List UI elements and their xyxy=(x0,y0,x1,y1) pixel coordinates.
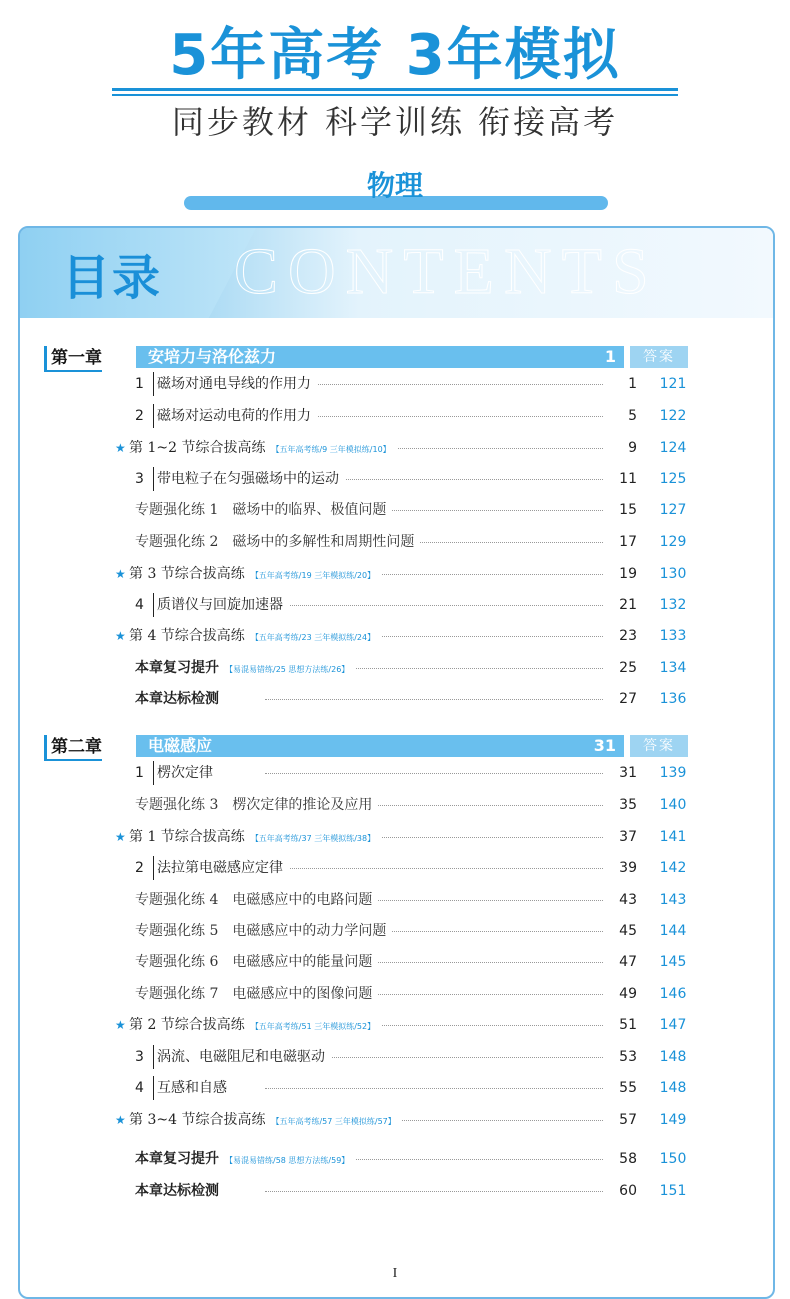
answer-page: 148 xyxy=(659,1080,687,1096)
toc-entry[interactable] xyxy=(115,467,705,491)
entry-title-text: 带电粒子在匀强磁场中的运动 xyxy=(157,471,339,487)
entry-title xyxy=(135,982,378,1006)
toc-entry[interactable] xyxy=(115,1013,705,1037)
answer-page: 121 xyxy=(659,376,687,392)
subject-label: 物理 xyxy=(366,169,423,202)
answer-page: 144 xyxy=(659,923,687,939)
toc-entry[interactable] xyxy=(115,530,705,554)
entry-number: 4 xyxy=(135,1080,144,1096)
entry-note: 【五年高考练/19 三年模拟练/20】 xyxy=(250,571,376,580)
entry-page: 31 xyxy=(603,761,637,785)
entry-title xyxy=(135,530,420,554)
entry-title-text: 本章达标检测 xyxy=(135,1183,219,1199)
dot-leader xyxy=(265,868,637,869)
toc-entry[interactable] xyxy=(115,562,705,586)
toc-entry[interactable] xyxy=(115,888,705,912)
entry-title-text: 专题强化练 2 磁场中的多解性和周期性问题 xyxy=(135,534,415,550)
entry-title-text: 本章达标检测 xyxy=(135,691,219,707)
answer-page: 148 xyxy=(659,1049,687,1065)
answer-page: 139 xyxy=(659,765,687,781)
entry-title xyxy=(153,1045,331,1069)
entry-page: 55 xyxy=(603,1076,637,1100)
answer-page: 141 xyxy=(659,829,687,845)
entry-title-text: 第 3 节综合拔高练 xyxy=(129,566,245,582)
entry-title xyxy=(129,436,397,462)
entry-title xyxy=(129,825,381,851)
entry-page: 1 xyxy=(603,372,637,396)
entry-page: 11 xyxy=(603,467,637,491)
entry-title-text: 第 2 节综合拔高练 xyxy=(129,1017,245,1033)
toc-entry[interactable] xyxy=(115,761,705,785)
dot-leader xyxy=(265,384,637,385)
star-icon: ★ xyxy=(115,567,126,581)
chapter-header xyxy=(44,735,734,759)
entry-note: 【五年高考练/9 三年模拟练/10】 xyxy=(271,445,391,454)
toc-entry[interactable] xyxy=(115,793,705,817)
answer-page: 143 xyxy=(659,892,687,908)
entry-title xyxy=(129,624,381,650)
toc-entry[interactable] xyxy=(115,982,705,1006)
chapter-page: 1 xyxy=(604,347,616,366)
toc-entry[interactable] xyxy=(115,436,705,460)
answer-page: 130 xyxy=(659,566,687,582)
chapter-label: 第一章 xyxy=(44,346,102,372)
entry-title xyxy=(153,1076,233,1100)
entry-page: 21 xyxy=(603,593,637,617)
entry-title xyxy=(135,950,378,974)
answer-page: 147 xyxy=(659,1017,687,1033)
answer-page: 142 xyxy=(659,860,687,876)
slogan: 同步教材 科学训练 衔接高考 xyxy=(171,103,619,141)
entry-note: 【五年高考练/57 三年模拟练/57】 xyxy=(271,1117,396,1126)
star-icon: ★ xyxy=(115,441,126,455)
toc-entry[interactable] xyxy=(115,624,705,648)
answer-page: 136 xyxy=(659,691,687,707)
entry-title xyxy=(129,1108,402,1134)
toc-entry[interactable] xyxy=(115,1179,705,1203)
toc-entry[interactable] xyxy=(115,825,705,849)
entry-title xyxy=(135,656,355,682)
entry-note: 【易混易错练/58 思想方法练/59】 xyxy=(225,1156,350,1165)
dot-leader xyxy=(265,699,637,700)
star-icon: ★ xyxy=(115,629,126,643)
toc-entry[interactable] xyxy=(115,1147,705,1171)
entry-page: 43 xyxy=(603,888,637,912)
title-rule-top xyxy=(112,88,678,91)
entry-page: 49 xyxy=(603,982,637,1006)
entry-title-text: 专题强化练 1 磁场中的临界、极值问题 xyxy=(135,502,387,518)
answer-page: 125 xyxy=(659,471,687,487)
entry-title xyxy=(135,919,392,943)
entry-title-text: 楞次定律 xyxy=(157,765,213,781)
entry-page: 39 xyxy=(603,856,637,880)
entry-title-text: 质谱仪与回旋加速器 xyxy=(157,597,283,613)
entry-title xyxy=(129,562,381,588)
entry-title-text: 法拉第电磁感应定律 xyxy=(157,860,283,876)
entry-page: 25 xyxy=(603,656,637,680)
toc-entry[interactable] xyxy=(115,856,705,880)
entry-page: 23 xyxy=(603,624,637,648)
entry-title-text: 磁场对运动电荷的作用力 xyxy=(157,408,311,424)
answer-page: 129 xyxy=(659,534,687,550)
entry-page: 9 xyxy=(603,436,637,460)
entry-title-text: 第 1~2 节综合拔高练 xyxy=(129,440,266,456)
entry-page: 53 xyxy=(603,1045,637,1069)
answer-page: 132 xyxy=(659,597,687,613)
toc-entry[interactable] xyxy=(115,656,705,680)
entry-page: 51 xyxy=(603,1013,637,1037)
entry-page: 5 xyxy=(603,404,637,428)
entry-title xyxy=(135,1179,225,1203)
dot-leader xyxy=(265,773,637,774)
answer-page: 146 xyxy=(659,986,687,1002)
answers-column-label: 答案 xyxy=(630,735,688,757)
star-icon: ★ xyxy=(115,1113,126,1127)
entry-title xyxy=(135,1147,355,1173)
dot-leader xyxy=(265,1088,637,1089)
answer-page: 127 xyxy=(659,502,687,518)
entry-title-text: 本章复习提升 xyxy=(135,660,219,676)
answer-page: 134 xyxy=(659,660,687,676)
contents-watermark: CONTENTS xyxy=(234,235,659,308)
entry-note: 【五年高考练/51 三年模拟练/52】 xyxy=(250,1022,376,1031)
star-icon: ★ xyxy=(115,1018,126,1032)
chapter-title-bar[interactable] xyxy=(136,346,624,368)
star-icon: ★ xyxy=(115,830,126,844)
answer-page: 124 xyxy=(659,440,687,456)
answer-page: 151 xyxy=(659,1183,687,1199)
entry-page: 27 xyxy=(603,687,637,711)
answer-page: 140 xyxy=(659,797,687,813)
page-number: I xyxy=(392,1266,398,1281)
entry-title xyxy=(135,888,378,912)
toc-entry[interactable] xyxy=(115,498,705,522)
entry-title xyxy=(153,761,219,785)
entry-title xyxy=(153,404,317,428)
entry-title-text: 专题强化练 6 电磁感应中的能量问题 xyxy=(135,954,373,970)
toc-entry[interactable] xyxy=(115,372,705,396)
entry-page: 45 xyxy=(603,919,637,943)
entry-page: 19 xyxy=(603,562,637,586)
toc-entry[interactable] xyxy=(115,593,705,617)
toc-heading: 目录 xyxy=(62,250,163,306)
entry-page: 17 xyxy=(603,530,637,554)
entry-number: 1 xyxy=(135,376,144,392)
toc-entry[interactable] xyxy=(115,687,705,711)
entry-number: 1 xyxy=(135,765,144,781)
entry-page: 35 xyxy=(603,793,637,817)
entry-title xyxy=(153,593,289,617)
entry-title xyxy=(135,793,378,817)
chapter-title: 安培力与洛伦兹力 xyxy=(148,347,277,366)
entry-title xyxy=(129,1013,381,1039)
entry-page: 47 xyxy=(603,950,637,974)
entry-title-text: 专题强化练 5 电磁感应中的动力学问题 xyxy=(135,923,387,939)
answers-column-label: 答案 xyxy=(630,346,688,368)
entry-number: 2 xyxy=(135,408,144,424)
answer-page: 149 xyxy=(659,1112,687,1128)
toc-entry[interactable] xyxy=(115,919,705,943)
entry-title-text: 第 4 节综合拔高练 xyxy=(129,628,245,644)
entry-title xyxy=(153,372,317,396)
chapter-title: 电磁感应 xyxy=(148,736,213,755)
entry-title-text: 涡流、电磁阻尼和电磁驱动 xyxy=(157,1049,325,1065)
entry-number: 3 xyxy=(135,1049,144,1065)
entry-title-text: 第 3~4 节综合拔高练 xyxy=(129,1112,266,1128)
entry-title-text: 专题强化练 7 电磁感应中的图像问题 xyxy=(135,986,373,1002)
entry-title xyxy=(153,856,289,880)
entry-title xyxy=(135,498,392,522)
dot-leader xyxy=(265,416,637,417)
entry-page: 60 xyxy=(603,1179,637,1203)
entry-title-text: 第 1 节综合拔高练 xyxy=(129,829,245,845)
entry-title xyxy=(135,687,225,711)
toc-entry[interactable] xyxy=(115,1045,705,1069)
entry-number: 4 xyxy=(135,597,144,613)
entry-number: 2 xyxy=(135,860,144,876)
entry-title-text: 磁场对通电导线的作用力 xyxy=(157,376,311,392)
toc-entry[interactable] xyxy=(115,1076,705,1100)
answer-page: 150 xyxy=(659,1151,687,1167)
entry-title-text: 专题强化练 3 楞次定律的推论及应用 xyxy=(135,797,373,813)
toc-entry[interactable] xyxy=(115,404,705,428)
entry-note: 【易混易错练/25 思想方法练/26】 xyxy=(225,665,350,674)
series-title: 5年高考 3年模拟 xyxy=(169,23,621,88)
chapter-page: 31 xyxy=(593,736,616,755)
chapter-header xyxy=(44,346,734,370)
entry-title-text: 互感和自感 xyxy=(157,1080,227,1096)
entry-title-text: 专题强化练 4 电磁感应中的电路问题 xyxy=(135,892,373,908)
dot-leader xyxy=(265,605,637,606)
title-rule-bottom xyxy=(112,94,678,96)
toc-entry[interactable] xyxy=(115,1108,705,1132)
entry-page: 37 xyxy=(603,825,637,849)
chapter-label: 第二章 xyxy=(44,735,102,761)
entry-page: 57 xyxy=(603,1108,637,1132)
answer-page: 145 xyxy=(659,954,687,970)
entry-note: 【五年高考练/23 三年模拟练/24】 xyxy=(250,633,376,642)
entry-page: 15 xyxy=(603,498,637,522)
toc-entry[interactable] xyxy=(115,950,705,974)
entry-title-text: 本章复习提升 xyxy=(135,1151,219,1167)
entry-number: 3 xyxy=(135,471,144,487)
entry-page: 58 xyxy=(603,1147,637,1171)
answer-page: 122 xyxy=(659,408,687,424)
answer-page: 133 xyxy=(659,628,687,644)
entry-title xyxy=(153,467,345,491)
entry-note: 【五年高考练/37 三年模拟练/38】 xyxy=(250,834,376,843)
dot-leader xyxy=(265,1191,637,1192)
chapter-title-bar[interactable] xyxy=(136,735,624,757)
